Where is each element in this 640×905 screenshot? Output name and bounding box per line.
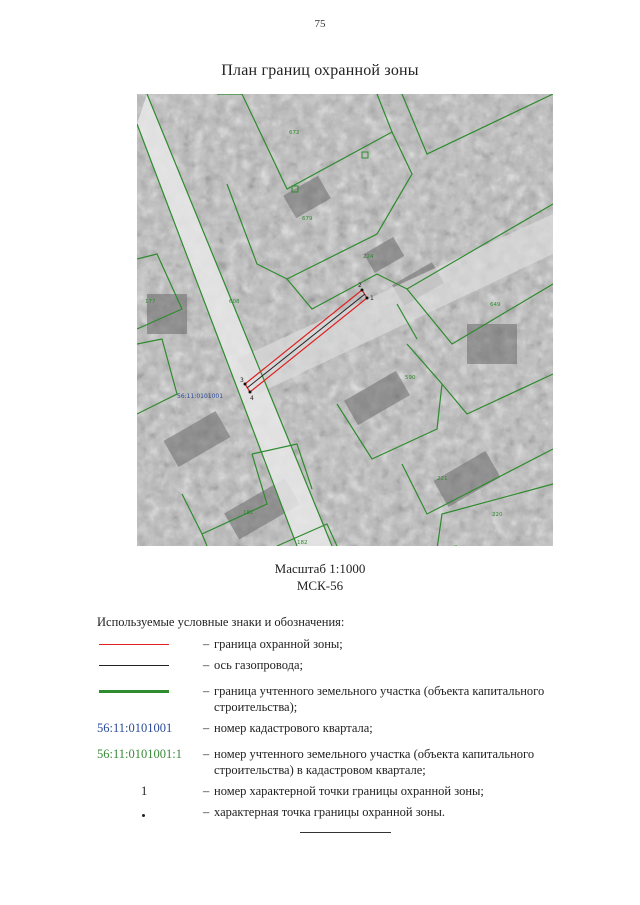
legend-description: номер учтенного земельного участка (объекта капитального строительства) в кадастровом квартале; xyxy=(214,747,535,777)
legend-description: граница учтенного земельного участка (объекта капитального строительства); xyxy=(214,684,545,714)
parcel-label-608: 608 xyxy=(229,299,240,305)
quarter-number-symbol: 56:11:0101001 xyxy=(97,721,173,735)
legend-heading: Используемые условные знаки и обозначения: xyxy=(97,615,345,629)
legend-item-point: – характерная точка границы охранной зоны. xyxy=(97,804,597,820)
legend-item-parcel-boundary: – граница учтенного земельного участка (объекта капитального строительства); xyxy=(97,683,597,715)
page-number: 75 xyxy=(314,18,326,30)
point-label-1: 1 xyxy=(370,295,374,302)
parcel-label-679: 679 xyxy=(302,216,313,222)
footer-divider xyxy=(300,832,391,833)
legend-description: номер кадастрового квартала; xyxy=(214,721,373,735)
parcel-label-182: 182 xyxy=(297,540,308,546)
parcel-label-221: 221 xyxy=(437,476,448,482)
parcel-label-220: 220 xyxy=(492,512,503,518)
point-symbol xyxy=(142,814,145,817)
zone-boundary-symbol xyxy=(99,644,169,645)
legend-item-gas-axis: – ось газопровода; xyxy=(97,657,597,673)
legend-item-quarter-number: 56:11:0101001 – номер кадастрового квартала; xyxy=(97,720,597,736)
coordinate-system: МСК-56 xyxy=(296,578,344,593)
point-label-3: 3 xyxy=(240,377,244,384)
protection-zone-map xyxy=(137,94,553,546)
legend-description: ось газопровода; xyxy=(214,658,304,672)
point-label-4: 4 xyxy=(250,395,254,402)
parcel-boundary-symbol xyxy=(99,690,169,693)
parcel-label-224: 224 xyxy=(363,254,374,260)
page-title: План границ охранной зоны xyxy=(221,62,419,79)
legend-description: граница охранной зоны; xyxy=(214,637,343,651)
point-label-2: 2 xyxy=(358,282,362,289)
cadastral-quarter-label: 56:11:0101001 xyxy=(177,393,224,400)
parcel-label-590: 590 xyxy=(405,375,416,381)
legend-item-zone-boundary: – граница охранной зоны; xyxy=(97,636,597,652)
parcel-label-181: 181 xyxy=(243,510,254,516)
gas-axis-symbol xyxy=(99,665,169,666)
legend-description: номер характерной точки границы охранной зоны; xyxy=(214,784,484,798)
point-number-symbol: 1 xyxy=(141,784,148,798)
parcel-label-649: 649 xyxy=(490,302,501,308)
parcel-label-672: 672 xyxy=(289,130,300,136)
parcel-label-177: 177 xyxy=(145,299,156,305)
legend xyxy=(97,614,597,825)
legend-description: характерная точка границы охранной зоны. xyxy=(214,805,446,819)
parcel-number-symbol: 56:11:0101001:1 xyxy=(97,747,182,761)
map-scale: Масштаб 1:1000 xyxy=(274,561,366,576)
legend-item-parcel-number: 56:11:0101001:1 – номер учтенного земельного участка (объекта капитального строительства) в кадастровом квартале; xyxy=(97,746,597,778)
legend-item-point-number: 1 – номер характерной точки границы охранной зоны; xyxy=(97,783,597,799)
map-scale-block xyxy=(0,560,640,594)
